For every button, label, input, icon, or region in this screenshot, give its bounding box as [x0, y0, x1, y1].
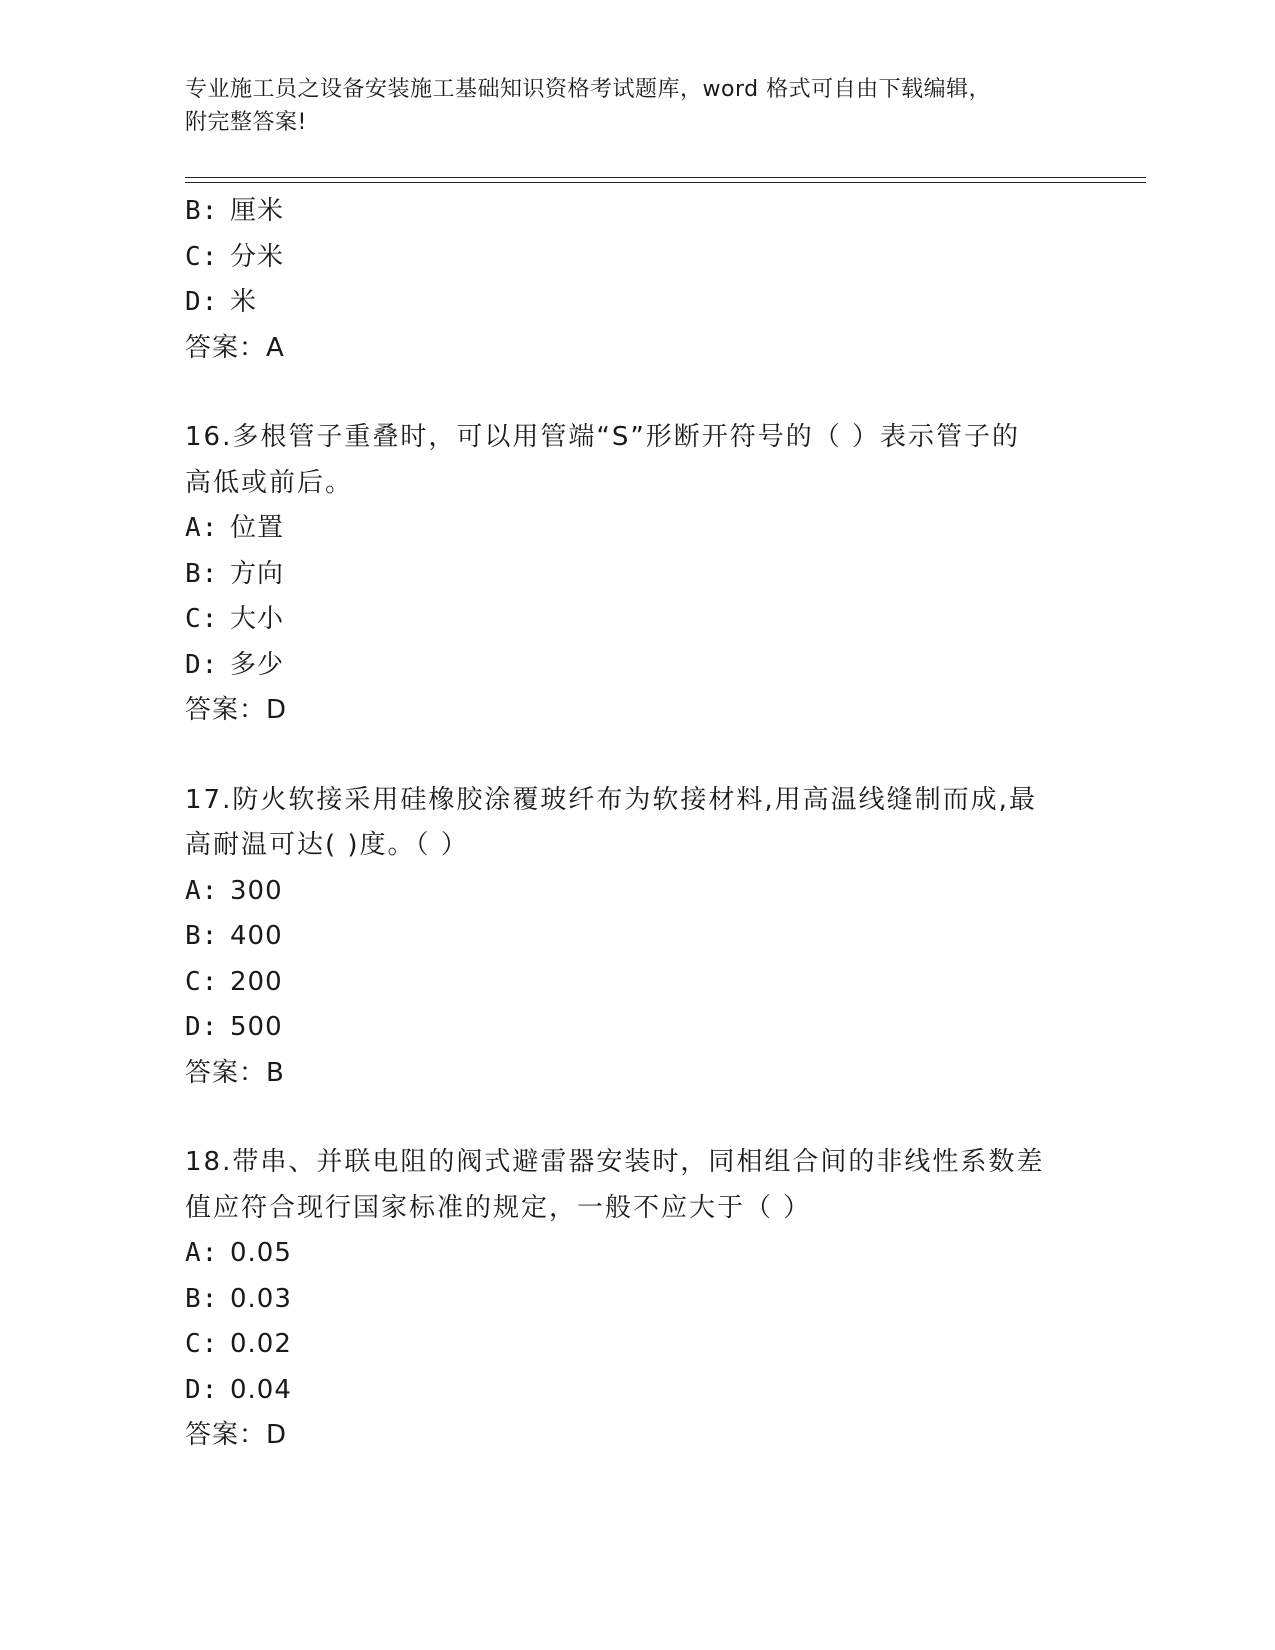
option-b	[185, 189, 1085, 235]
option-letter: C:	[185, 966, 219, 997]
option-text: 0.04	[230, 1374, 292, 1405]
question-text-line-1: 16.多根管子重叠时，可以用管端“S”形断开符号的（ ）表示管子的	[185, 422, 1021, 452]
option-a	[185, 1231, 1085, 1277]
option-letter: C:	[185, 1329, 219, 1359]
option-text: 厘米	[230, 196, 285, 226]
answer-line: 答案：D	[185, 695, 288, 725]
question-text-line-2: 值应符合现行国家标准的规定，一般不应大于（ ）	[185, 1192, 812, 1223]
header-divider-bottom	[185, 182, 1146, 183]
option-a	[185, 869, 1085, 915]
option-letter: C:	[185, 241, 219, 272]
option-text: 500	[230, 1012, 283, 1042]
option-c	[185, 597, 1085, 643]
option-d	[185, 1368, 1085, 1414]
option-text: 分米	[230, 241, 285, 272]
option-letter: D:	[185, 1012, 219, 1042]
question-text-line-2: 高耐温可达( )度。（ ）	[185, 830, 469, 860]
option-text: 米	[230, 287, 258, 317]
option-text: 多少	[230, 649, 285, 680]
option-letter: C:	[185, 604, 219, 634]
question-15-continued	[185, 189, 1085, 371]
option-letter: D:	[185, 649, 219, 680]
option-letter: B:	[185, 196, 219, 226]
question-text-line-1: 17.防火软接采用硅橡胶涂覆玻纤布为软接材料,用高温线缝制而成,最	[185, 784, 1037, 815]
option-text: 400	[230, 921, 283, 951]
option-letter: B:	[185, 921, 219, 951]
option-d	[185, 643, 1085, 689]
header-divider-top	[185, 177, 1146, 178]
option-letter: A:	[185, 1238, 219, 1268]
option-letter: A:	[185, 875, 219, 906]
option-a	[185, 506, 1085, 552]
option-text: 300	[230, 875, 283, 906]
option-letter: D:	[185, 287, 219, 317]
option-d	[185, 280, 1085, 326]
option-b	[185, 1277, 1085, 1323]
option-letter: B:	[185, 558, 219, 589]
question-content	[185, 189, 1085, 1459]
option-c	[185, 235, 1085, 281]
option-text: 200	[230, 966, 283, 997]
question-18	[185, 1140, 1085, 1459]
option-text: 大小	[230, 604, 285, 634]
option-d	[185, 1005, 1085, 1051]
question-text-line-2: 高低或前后。	[185, 467, 354, 498]
question-16	[185, 415, 1085, 734]
answer-line: 答案：A	[185, 332, 285, 363]
option-letter: D:	[185, 1374, 219, 1405]
option-letter: B:	[185, 1283, 219, 1314]
option-text: 方向	[230, 558, 285, 589]
answer-line: 答案：D	[185, 1420, 288, 1450]
option-c	[185, 960, 1085, 1006]
document-header	[185, 73, 1085, 139]
option-b	[185, 552, 1085, 598]
option-text: 0.03	[230, 1283, 292, 1314]
option-text: 0.02	[230, 1329, 292, 1359]
option-letter: A:	[185, 513, 219, 543]
option-text: 位置	[230, 513, 285, 543]
answer-line: 答案：B	[185, 1057, 285, 1088]
header-title-line-1: 专业施工员之设备安装施工基础知识资格考试题库，word 格式可自由下载编辑，	[185, 77, 992, 102]
header-title-line-2: 附完整答案!	[185, 110, 307, 135]
question-text-line-1: 18.带串、并联电阻的阀式避雷器安装时，同相组合间的非线性系数差	[185, 1147, 1045, 1177]
question-17	[185, 778, 1085, 1097]
option-c	[185, 1322, 1085, 1368]
option-text: 0.05	[230, 1238, 292, 1268]
option-b	[185, 914, 1085, 960]
